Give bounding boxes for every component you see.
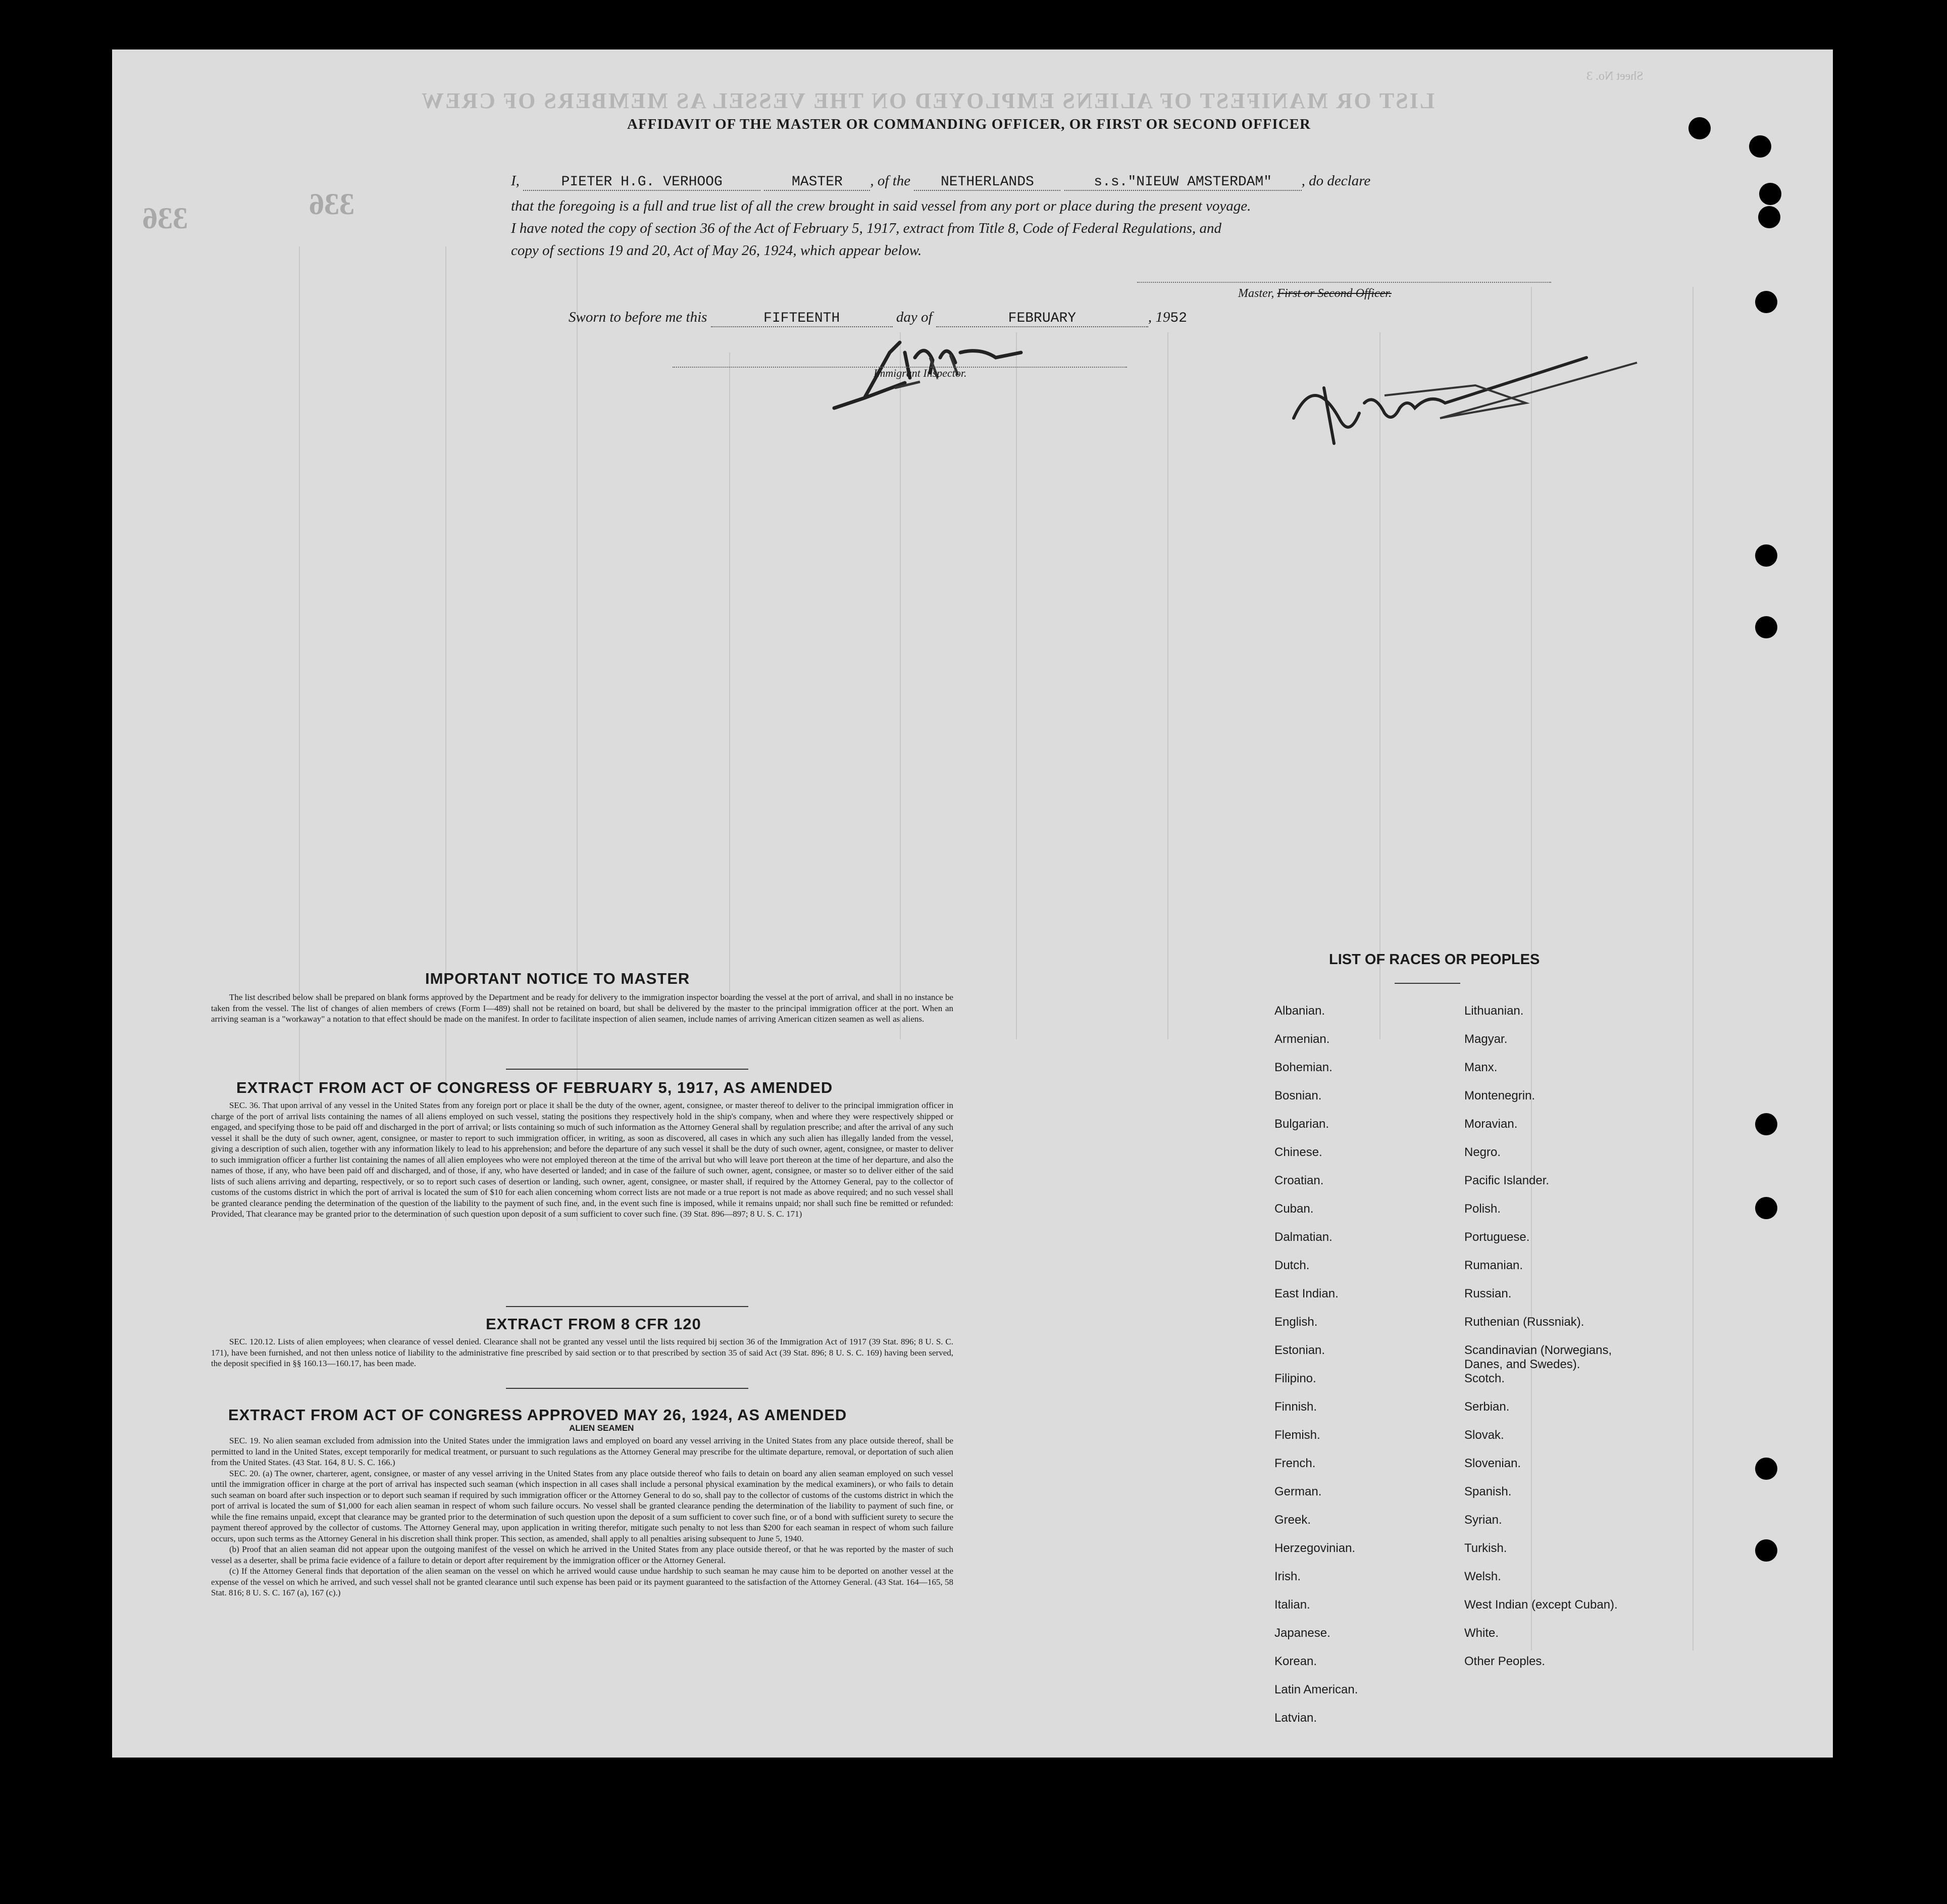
- binder-hole: [1755, 616, 1777, 638]
- bleed-column-line: [729, 353, 730, 1024]
- race-item: Albanian.: [1274, 1004, 1325, 1018]
- inspector-signature: [829, 322, 1112, 423]
- binder-hole: [1755, 1197, 1777, 1219]
- race-item: Bohemian.: [1274, 1061, 1333, 1074]
- extract-1924-body: [211, 1435, 953, 1598]
- race-item: West Indian (except Cuban).: [1464, 1598, 1618, 1612]
- race-item: Rumanian.: [1464, 1259, 1523, 1272]
- binder-hole: [1755, 544, 1777, 567]
- races-left-column: [1274, 1004, 1441, 1739]
- affidavit-line-3: I have noted the copy of section 36 of the Act of February 5, 1917, extract from Title 8, Code of Federal Regulations, and: [511, 220, 1222, 236]
- race-item: Scandinavian (Norwegians, Danes, and Swedes).: [1464, 1343, 1612, 1371]
- bleed-column-line: [1693, 287, 1694, 1650]
- race-item: Estonian.: [1274, 1343, 1325, 1357]
- sworn-prefix: Sworn to before me this: [569, 309, 707, 325]
- race-item: Chinese.: [1274, 1145, 1322, 1159]
- bleed-column-line: [900, 332, 901, 1039]
- binder-hole: [1755, 1539, 1777, 1562]
- extract-cfr-title: EXTRACT FROM 8 CFR 120: [486, 1315, 701, 1333]
- bleed-through-number-2: 336: [309, 187, 354, 221]
- race-item: Moravian.: [1464, 1117, 1518, 1131]
- binder-hole: [1759, 183, 1781, 205]
- extract-1924-subtitle: ALIEN SEAMEN: [569, 1423, 634, 1433]
- race-item: Ruthenian (Russniak).: [1464, 1315, 1584, 1329]
- race-item: Latvian.: [1274, 1711, 1317, 1725]
- race-item: Turkish.: [1464, 1541, 1507, 1555]
- vessel-field: s.s."NIEUW AMSTERDAM": [1064, 174, 1302, 191]
- affidavit-title: AFFIDAVIT OF THE MASTER OR COMMANDING OFFICER, OR FIRST OR SECOND OFFICER: [627, 116, 1311, 132]
- master-title: [1238, 287, 1392, 300]
- extract-1924-sec20c: (c) If the Attorney General finds that deportation of the alien seaman on the vessel on which he arrived would cause undue hardship to such seaman he may cause him to be deported on another vessel at the expense of the vessel on which he arrived, and such vessel shall not be granted clearance until such expense has been paid or its payment guaranteed to the satisfaction of the Attorney General. (43 Stat. 164—165, 58 Stat. 816; 8 U. S. C. 167 (a), 167 (c).): [211, 1566, 953, 1597]
- affidavit-line-4: copy of sections 19 and 20, Act of May 26, 1924, which appear below.: [511, 242, 922, 259]
- race-item: Italian.: [1274, 1598, 1310, 1612]
- race-item: Spanish.: [1464, 1485, 1512, 1498]
- affidavit-declaration-line: [511, 173, 1370, 191]
- race-item: Negro.: [1464, 1145, 1501, 1159]
- race-item: Slovak.: [1464, 1428, 1504, 1442]
- section-rule: [506, 1388, 748, 1389]
- extract-1917-text: SEC. 36. That upon arrival of any vessel in the United States from any foreign port or place it shall be the duty of the owner, agent, consignee, or master thereof to deliver to the principal immigration officer in charge of the port of arrival lists containing the names of all aliens employed on such vessel, stating the positions they respectively hold in the ship's company, when and where they were respectively shipped or engaged, and specifying those to be paid off and discharged in the port of arrival; or lists containing so much of such information as the Attorney General shall by regulation prescribe; and after the arrival of any such vessel it shall be the duty of such owner, agent, consignee, or master to report to such immigration officer, in writing, as soon as discovered, all cases in which any such alien has illegally landed from the vessel, giving a description of such alien, together with any information likely to lead to his apprehension; and before the departure of any such vessel it shall be the duty of such owner, agent, consignee, or master to deliver to such immigration officer a further list containing the names of all alien employees who were not employed thereon at the time of the arrival but who will leave port thereon at the time of her departure, and also the names of those, if any, who have been paid off and discharged, and of those, if any, who have deserted or landed; and in case of the failure of such owner, agent, consignee, or master so to deliver either of the said lists of such aliens arriving and departing, respectively, or so to report such cases of desertion or landing, such owner, agent, consignee, or master shall, if required by the Attorney General, pay to the collector of customs of the customs district in which the port of arrival is located the sum of $10 for each alien concerning whom correct lists are not made or a true report is not made as above required; and no such vessel shall be granted clearance pending the determination of the question of the liability to the payment of such fine, and, in the event such fine is imposed, while it remains unpaid; nor shall such fine be remitted or refunded: Provided, That clearance may be granted prior to the determination of such question upon deposit of a sum sufficient to cover such fine. (39 Stat. 896—897; 8 U. S. C. 171): [211, 1100, 953, 1219]
- race-item: Polish.: [1464, 1202, 1501, 1216]
- binder-hole: [1755, 291, 1777, 313]
- document-sheet: [112, 49, 1833, 1758]
- race-item: Syrian.: [1464, 1513, 1502, 1527]
- extract-cfr-text: SEC. 120.12. Lists of alien employees; when clearance of vessel denied. Clearance shall not be granted any vessel until the lists required bij section 36 of the Immigration Act of 1917 (39 Stat. 896; 8 U. S. C. 171), have been furnished, and not then unless notice of liability to the administrative fine prescribed by said section or to that prescribed by section 35 of said Act (39 Stat. 896; 8 U. S. C. 169) having been served, the deposit specified in §§ 160.13—160.17, has been made.: [211, 1337, 953, 1368]
- binder-hole: [1688, 117, 1711, 139]
- race-item: White.: [1464, 1626, 1499, 1640]
- race-item: Croatian.: [1274, 1174, 1324, 1187]
- race-item: Dalmatian.: [1274, 1230, 1333, 1244]
- race-item: Herzegovinian.: [1274, 1541, 1356, 1555]
- extract-1924-title: EXTRACT FROM ACT OF CONGRESS APPROVED MAY 26, 1924, AS AMENDED: [228, 1406, 847, 1424]
- extract-1924-sec20a: SEC. 20. (a) The owner, charterer, agent, consignee, or master of any vessel arriving in the United States from any place outside thereof who fails to detain on board any alien seaman employed on such vessel until the immigration officer in charge at the port of arrival has inspected such seaman (which inspection in all cases shall include a personal physical examination by the medical examiners), or who fails to detain such seaman on board after such inspection or to deport such seaman if required by such immigration officer or the Attorney General to do so, shall pay to the collector of customs of the customs district in which the port of arrival is located the sum of $1,000 for each alien seaman in respect of whom such failure occurs. No vessel shall be granted clearance pending the determination of the liability to payment of such fine, or while the fine remains unpaid, except that clearance may be granted prior to the determination of such question upon the deposit of a sum sufficient to cover such fine, or of a bond with sufficient surety to secure the payment thereof approved by the collector of customs. The Attorney General may, upon application in writing therefor, mitigate such penalty to not less than $200 for each seaman in respect of whom such failure occurs, upon such terms as the Attorney General in his discretion shall think proper. This section, as amended, shall apply to all penalties arising subsequent to June 5, 1940.: [211, 1468, 953, 1543]
- day-of-label: day of: [896, 309, 933, 325]
- nationality-field: NETHERLANDS: [914, 174, 1060, 191]
- sworn-month-field: FEBRUARY: [936, 311, 1148, 327]
- affidavit-line-2: that the foregoing is a full and true list of all the crew brought in said vessel from any port or place during the present voyage.: [511, 198, 1251, 214]
- sworn-year-field: 52: [1170, 311, 1187, 326]
- master-name-field: PIETER H.G. VERHOOG: [523, 174, 760, 191]
- notice-text: The list described below shall be prepared on blank forms approved by the Department and be ready for delivery to the immigration inspector boarding the vessel at the port of arrival, and shall in no instance be taken from the vessel. The list of changes of alien members of crews (Form I—489) shall not be retained on board, but shall be delivered by the master to the principal immigration officer at the port. When an arriving seaman is a "workaway" a notation to that effect should be made on the manifest. In order to facilitate inspection of alien seamen, include names of arriving American citizen seamen as well as aliens.: [211, 992, 953, 1024]
- section-rule: [506, 1306, 748, 1307]
- master-signature: [1284, 342, 1667, 464]
- race-item: Filipino.: [1274, 1372, 1316, 1385]
- bleed-column-line: [577, 246, 578, 1221]
- race-item: Montenegrin.: [1464, 1089, 1535, 1103]
- binder-hole: [1755, 1113, 1777, 1135]
- race-item: French.: [1274, 1457, 1316, 1470]
- bleed-through-header: LIST OR MANIFEST OF ALIENS EMPLOYED ON THE VESSEL AS MEMBERS OF CREW: [420, 88, 1435, 113]
- race-item: Japanese.: [1274, 1626, 1330, 1640]
- binder-hole: [1758, 206, 1780, 228]
- binder-hole: [1755, 1458, 1777, 1480]
- race-item: Pacific Islander.: [1464, 1174, 1550, 1187]
- races-rule: [1395, 983, 1460, 984]
- bleed-column-line: [1167, 332, 1168, 1039]
- bleed-column-line: [1016, 332, 1017, 1039]
- race-item: Greek.: [1274, 1513, 1311, 1527]
- race-item: Flemish.: [1274, 1428, 1320, 1442]
- sworn-day-field: FIFTEENTH: [711, 311, 893, 327]
- master-signature-line: [1137, 282, 1551, 283]
- race-item: Bulgarian.: [1274, 1117, 1329, 1131]
- declare-label: , do declare: [1301, 173, 1371, 189]
- extract-1924-sec19: SEC. 19. No alien seaman excluded from admission into the United States under the immigration laws and employed on board any vessel arriving in the United States from any place outside thereof, shall be permitted to land in the United States, except temporarily for medical treatment, or pursuant to such regulations as the Attorney General may prescribe for the ultimate departure, removal, or deportation of such alien from the United States. (43 Stat. 164, 8 U. S. C. 166.): [211, 1436, 953, 1467]
- rank-field: MASTER: [764, 174, 870, 191]
- struck-officer-label: First or Second Officer.: [1277, 287, 1392, 300]
- race-item: Portuguese.: [1464, 1230, 1530, 1244]
- race-item: Manx.: [1464, 1061, 1498, 1074]
- declaration-prefix: I,: [511, 173, 520, 189]
- races-right-column: [1464, 1004, 1646, 1683]
- race-item: Dutch.: [1274, 1259, 1310, 1272]
- race-item: Scotch.: [1464, 1372, 1505, 1385]
- of-the-label: , of the: [870, 173, 911, 189]
- bleed-through-sheet-number: Sheet No. 3: [1586, 70, 1644, 83]
- year-prefix: , 19: [1148, 309, 1170, 325]
- race-item: Other Peoples.: [1464, 1655, 1546, 1668]
- race-item: Serbian.: [1464, 1400, 1510, 1414]
- extract-1924-sec20b: (b) Proof that an alien seaman did not appear upon the outgoing manifest of the vessel on which he arrived in the United States from any place outside thereof, or that he was reported by the master of such vessel as a deserter, shall be prima facie evidence of a failure to detain or deport after requirement by the immigration officer or the Attorney General.: [211, 1544, 953, 1565]
- race-item: Magyar.: [1464, 1032, 1508, 1046]
- race-item: Lithuanian.: [1464, 1004, 1524, 1018]
- notice-title: IMPORTANT NOTICE TO MASTER: [425, 970, 690, 987]
- extract-1917-title: EXTRACT FROM ACT OF CONGRESS OF FEBRUARY 5, 1917, AS AMENDED: [236, 1079, 833, 1096]
- race-item: Russian.: [1464, 1287, 1512, 1300]
- races-title: LIST OF RACES OR PEOPLES: [1329, 951, 1540, 968]
- bleed-through-number: 336: [142, 202, 188, 235]
- race-item: Welsh.: [1464, 1570, 1501, 1583]
- race-item: German.: [1274, 1485, 1322, 1498]
- race-item: Irish.: [1274, 1570, 1301, 1583]
- binder-hole: [1749, 135, 1771, 158]
- race-item: East Indian.: [1274, 1287, 1339, 1300]
- race-item: Cuban.: [1274, 1202, 1314, 1216]
- race-item: Latin American.: [1274, 1683, 1358, 1696]
- race-item: Finnish.: [1274, 1400, 1317, 1414]
- race-item: Bosnian.: [1274, 1089, 1322, 1103]
- race-item: Slovenian.: [1464, 1457, 1521, 1470]
- inspector-label: Immigrant Inspector.: [874, 367, 967, 379]
- race-item: Armenian.: [1274, 1032, 1330, 1046]
- master-label: Master,: [1238, 287, 1274, 300]
- bleed-column-line: [445, 246, 446, 1221]
- section-rule: [506, 1069, 748, 1070]
- race-item: English.: [1274, 1315, 1318, 1329]
- race-item: Korean.: [1274, 1655, 1317, 1668]
- bleed-column-line: [299, 246, 300, 1221]
